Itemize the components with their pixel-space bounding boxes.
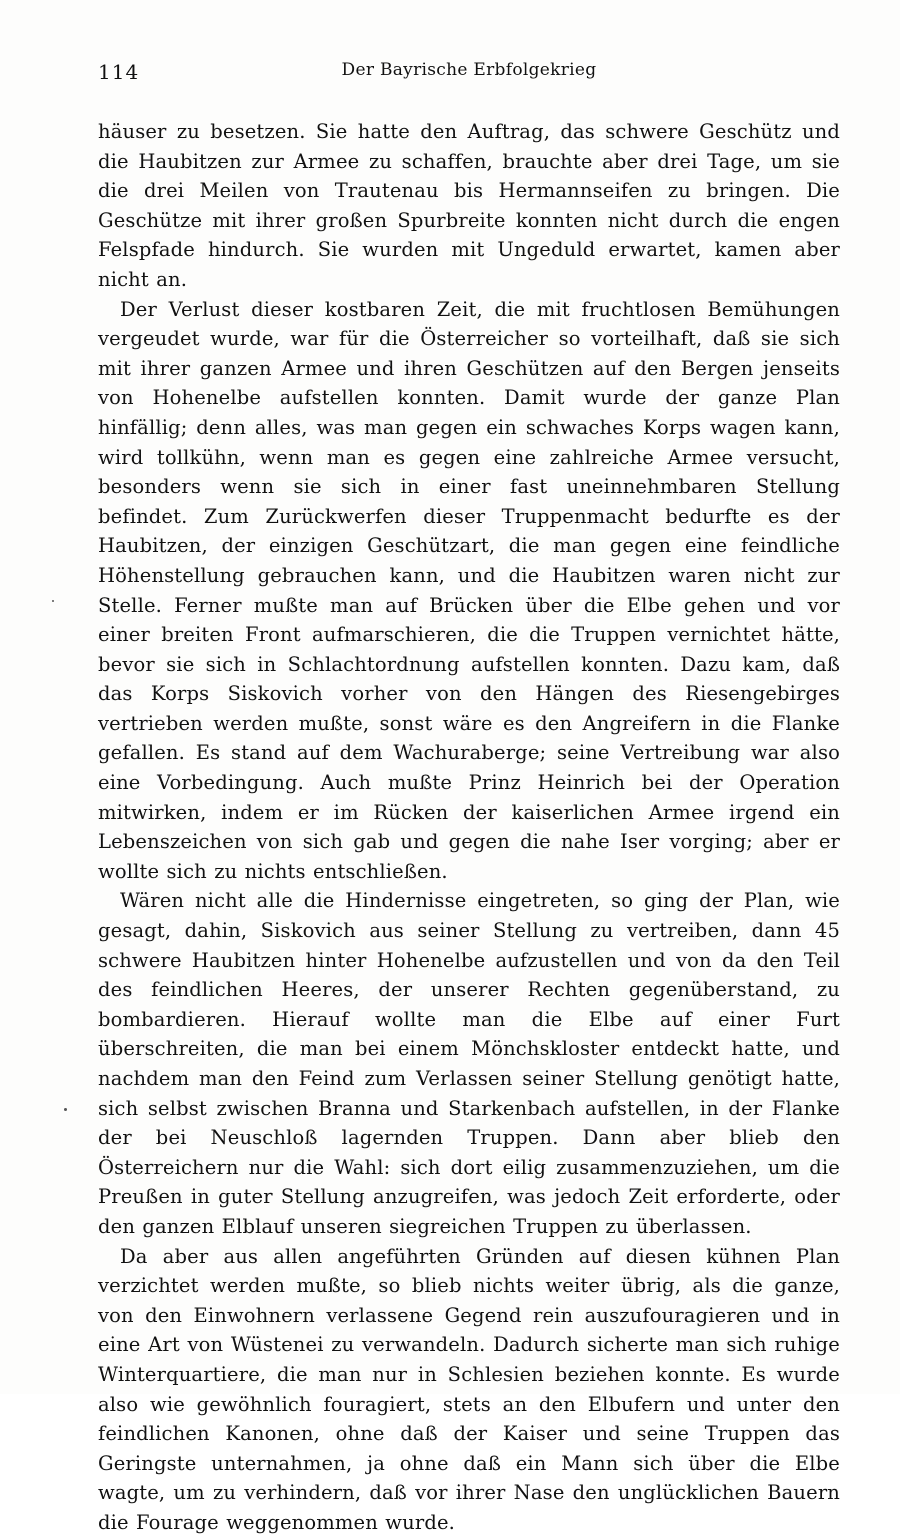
page-number: 114 [98, 60, 140, 84]
body-text [98, 117, 840, 1538]
margin-speck [52, 600, 54, 602]
running-title: Der Bayrische Erbfolgekrieg [341, 60, 597, 80]
running-head [98, 60, 840, 90]
paragraph-continuation: häuser zu besetzen. Sie hatte den Auftrag, das schwere Geschütz und die Haubitzen zur Armee zu schaffen, brauchte aber drei Tage, um sie die drei Meilen von Trautenau bis Hermannseifen zu bringen. Die Geschütze mit ihrer großen Spurbreite konnten nicht durch die engen Felspfade hindurch. Sie wurden mit Ungeduld erwartet, kamen aber nicht an. [98, 120, 840, 291]
paragraph: Wären nicht alle die Hindernisse eingetreten, so ging der Plan, wie gesagt, dahin, Siskovich aus seiner Stellung zu vertreiben, dann 45 schwere Haubitzen hinter Hohenelbe aufzustellen und von da den Teil des feindlichen Heeres, der unserer Rechten gegenüberstand, zu bombardieren. Hierauf wollte man die Elbe auf einer Furt überschreiten, die man bei einem Mönchskloster entdeckt hatte, und nachdem man den Feind zum Verlassen seiner Stellung genötigt hatte, sich selbst zwischen Branna und Starkenbach aufstellen, in der Flanke der bei Neuschloß lagernden Truppen. Dann aber blieb den Österreichern nur die Wahl: sich dort eilig zusammenzuziehen, um die Preußen in guter Stellung anzugreifen, was jedoch Zeit erforderte, oder den ganzen Elblauf unseren siegreichen Truppen zu überlassen. [98, 889, 840, 1238]
paragraph: Der Verlust dieser kostbaren Zeit, die mit fruchtlosen Bemühungen vergeudet wurde, war für die Österreicher so vorteilhaft, daß sie sich mit ihrer ganzen Armee und ihren Geschützen auf den Bergen jenseits von Hohenelbe aufstellen konnten. Damit wurde der ganze Plan hinfällig; denn alles, was man gegen ein schwaches Korps wagen kann, wird tollkühn, wenn man es gegen eine zahlreiche Armee versucht, besonders wenn sie sich in einer fast uneinnehmbaren Stellung befindet. Zum Zurückwerfen dieser Truppenmacht bedurfte es der Haubitzen, der einzigen Geschützart, die man gegen eine feindliche Höhenstellung gebrauchen kann, und die Haubitzen waren nicht zur Stelle. Ferner mußte man auf Brücken über die Elbe gehen und vor einer breiten Front aufmarschieren, die die Truppen vernichtet hätte, bevor sie sich in Schlachtordnung aufstellen konnten. Dazu kam, daß das Korps Siskovich vorher von den Hängen des Riesengebirges vertrieben werden mußte, sonst wäre es den Angreifern in die Flanke gefallen. Es stand auf dem Wachuraberge; seine Vertreibung war also eine Vorbedingung. Auch mußte Prinz Heinrich bei der Operation mitwirken, indem er im Rücken der kaiserlichen Armee irgend ein Lebenszeichen von sich gab und gegen die nahe Iser vorging; aber er wollte sich zu nichts entschließen. [98, 297, 840, 883]
paragraph: Da aber aus allen angeführten Gründen auf diesen kühnen Plan verzichtet werden mußte, so blieb nichts weiter übrig, als die ganze, von den Einwohnern verlassene Gegend rein auszufouragieren und in eine Art von Wüstenei zu verwandeln. Dadurch sicherte man sich ruhige Winterquartiere, die man nur in Schlesien beziehen konnte. Es wurde also wie gewöhnlich fouragiert, stets an den Elbufern und unter den feindlichen Kanonen, ohne daß der Kaiser und seine Truppen das Geringste unternahmen, ja ohne daß ein Mann sich über die Elbe wagte, um zu verhindern, daß vor ihrer Nase den unglücklichen Bauern die Fourage weggenommen wurde. [98, 1244, 840, 1534]
margin-speck [64, 1108, 67, 1111]
